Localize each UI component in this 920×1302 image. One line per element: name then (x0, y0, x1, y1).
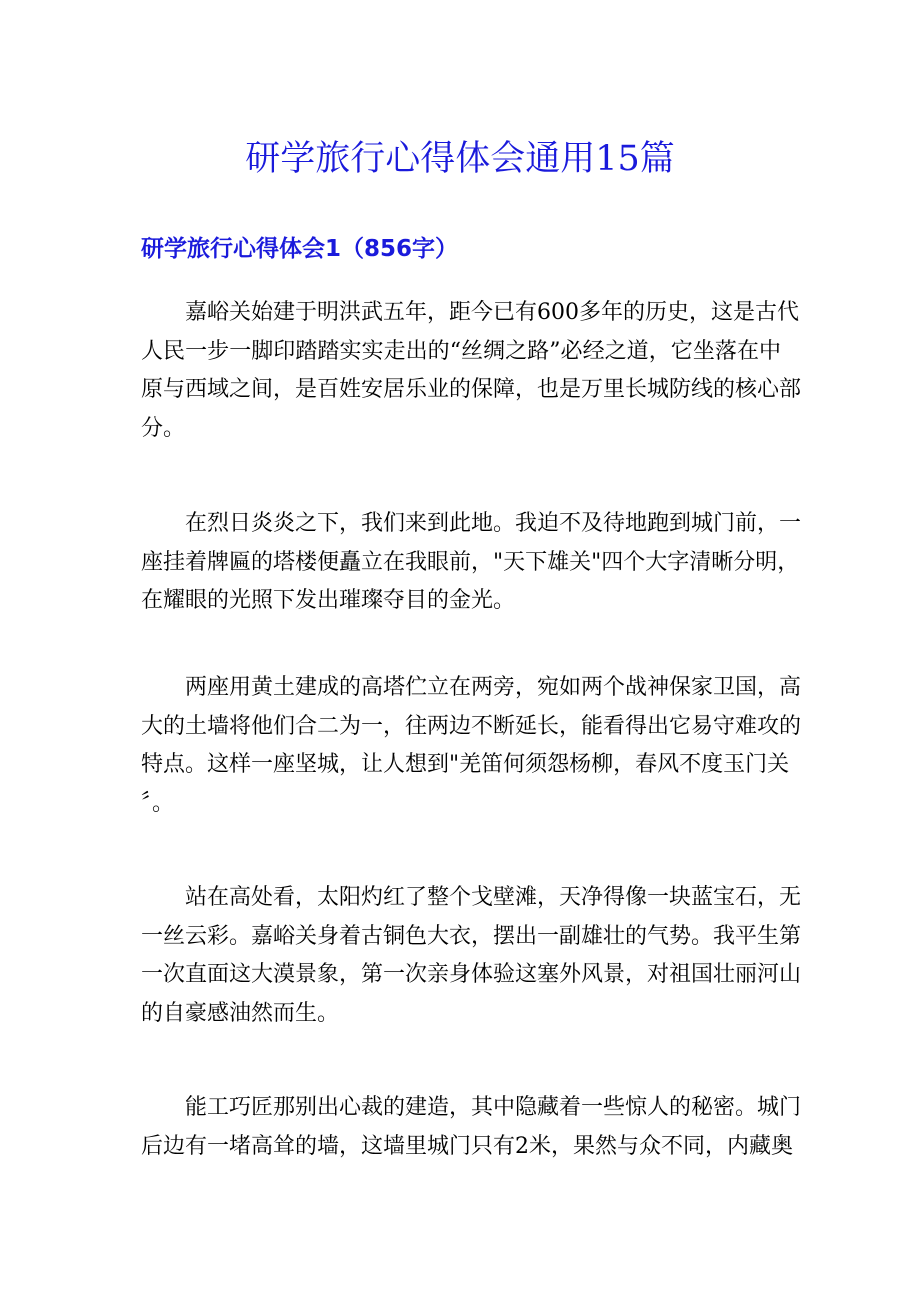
paragraph-line: 〞。 (141, 790, 175, 816)
paragraph-line: 能工巧匠那别出心裁的建造，其中隐藏着一些惊人的秘密。城门 (185, 1095, 802, 1120)
paragraph-line: 特点。这样一座坚城，让人想到"羌笛何须怨杨柳，春风不度玉门关 (141, 752, 790, 777)
paragraph-line: 大的土墙将他们合二为一，往两边不断延长，能看得出它易守难攻的 (141, 713, 802, 739)
paragraph-4 (141, 879, 802, 1033)
paragraph-line: 在耀眼的光照下发出璀璨夺目的金光。 (141, 588, 516, 613)
paragraph-line: 分。 (141, 415, 186, 441)
paragraph-line: 嘉峪关始建于明洪武五年，距今已有600多年的历史，这是古代 (185, 300, 799, 325)
paragraph-1 (141, 294, 802, 448)
paragraph-line: 一次直面这大漠景象，第一次亲身体验这塞外风景，对祖国壮丽河山 (141, 962, 802, 987)
paragraph-line: 在烈日炎炎之下，我们来到此地。我迫不及待地跑到城门前，一 (185, 511, 802, 536)
paragraph-line: 原与西域之间，是百姓安居乐业的保障，也是万里长城防线的核心部 (141, 377, 802, 402)
paragraph-line: 后边有一堵高耸的墙，这墙里城门只有2米，果然与众不同，内藏奥 (141, 1133, 793, 1159)
section-heading: 研学旅行心得体会1（856字） (141, 236, 459, 262)
document-title: 研学旅行心得体会通用15篇 (245, 139, 675, 179)
paragraph-line: 的自豪感油然而生。 (141, 1000, 340, 1026)
paragraph-line: 人民一步一脚印踏踏实实走出的“丝绸之路”必经之道，它坐落在中 (141, 338, 781, 364)
paragraph-line: 座挂着牌匾的塔楼便矗立在我眼前，"天下雄关"四个大字清晰分明， (141, 549, 800, 575)
paragraph-line: 站在高处看，太阳灼红了整个戈壁滩，天净得像一块蓝宝石，无 (185, 885, 802, 910)
paragraph-2 (141, 505, 802, 621)
paragraph-line: 两座用黄土建成的高塔伫立在两旁，宛如两个战神保家卫国，高 (185, 675, 802, 700)
paragraph-5 (141, 1089, 802, 1166)
paragraph-3 (141, 669, 802, 823)
paragraph-line: 一丝云彩。嘉峪关身着古铜色大衣，摆出一副雄壮的气势。我平生第 (141, 923, 802, 949)
